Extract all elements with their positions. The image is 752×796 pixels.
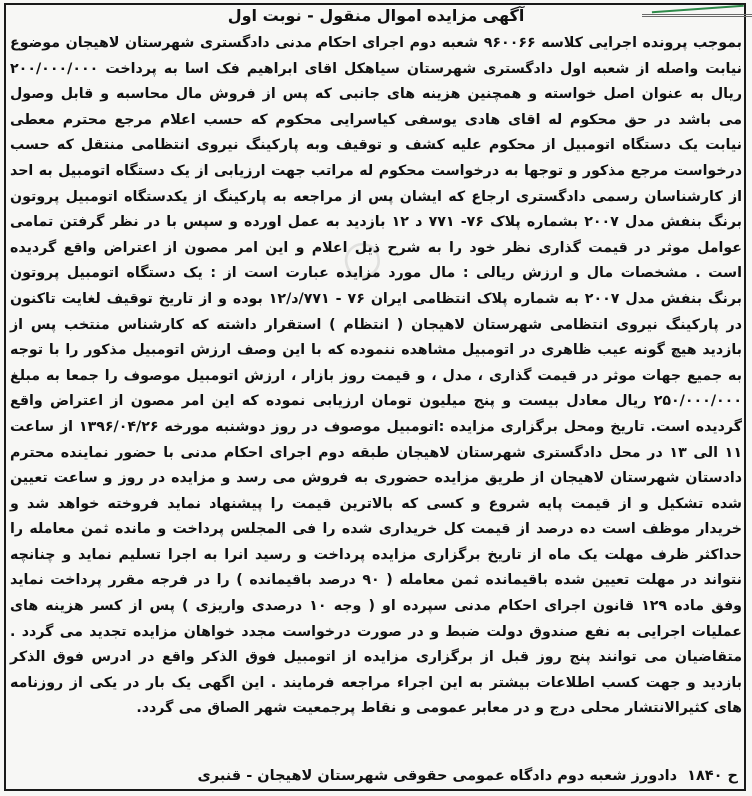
- notice-body: بموجب پرونده اجرایی کلاسه ۹۶۰۰۶۶ شعبه دوم اجرای احکام مدنی دادگستری شهرستان لاهیجان موضوع نیابت واصله از شعبه اول دادگستری شهرستان سیاهکل اقای ابراهیم فک اسا به پرداخت ۲۰۰/۰۰۰/۰۰۰ ریال به عنوان اصل خواسته و همچنین هزینه های جانبی که پس از فروش مال محاسبه و قابل وصول می باشد در حق محکوم له اقای هادی یوسفی کیاسرایی محکوم که حسب اعلام مرجع محترم معطی نیابت یک دستگاه اتومبیل از محکوم علیه کشف و توقیف وبه پارکینگ نیروی انتظامی منتقل که حسب درخواست مرجع مذکور و توجها به درخواست محکوم له مراتب جهت ارزیابی از یک دستگاه اتومبیل به احد از کارشناسان رسمی دادگستری ارجاع که ایشان پس از مراجعه به پارکینگ از یکدستگاه اتومبیل پروتون برنگ بنفش مدل ۲۰۰۷ بشماره پلاک ۷۶- ۷۷۱ د ۱۲ بازدید به عمل اورده و سپس با در نظر گرفتن تمامی عوامل موثر در قیمت گذاری نظر خود را به شرح ذیل اعلام و این امر مصون از اعتراض واقع گردیده است . مشخصات مال و ارزش ریالی : مال مورد مزایده عبارت است از : یک دستگاه اتومبیل پروتون برنگ بنفش مدل ۲۰۰۷ به شماره پلاک انتظامی ایران ۷۶ - ۷۷۱/د/۱۲ بوده و از تاریخ توقیف لغایت تاکنون در پارکینگ نیروی انتظامی شهرستان لاهیجان ( انتظام ) استقرار داشته که کارشناس منتخب پس از بازدید هیچ گونه عیب ظاهری در اتومبیل مشاهده ننموده که با این وصف ارزش اتومبیل مذکور را با توجه به جمیع جهات موثر در قیمت گذاری ، مدل ، و قیمت روز بازار ، ارزش اتومبیل موصوف را جمعا به مبلغ ۲۵۰/۰۰۰/۰۰۰ ریال معادل بیست و پنج میلیون تومان ارزیابی نموده که این امر مصون از اعتراض واقع گردیده است. تاریخ ومحل برگزاری مزایده :اتومبیل موصوف در روز دوشنبه مورخه ۱۳۹۶/۰۴/۲۶ از ساعت ۱۱ الی ۱۳ در محل دادگستری شهرستان لاهیجان طبقه دوم اجرای احکام مدنی با حضور نماینده محترم دادستان شهرستان لاهیجان از طریق مزایده حضوری به فروش می رسد و مزایده در روز و ساعت تعیین شده تشکیل و از قیمت پایه شروع و کسی که بالاترین قیمت را پیشنهاد نماید فروخته خواهد شد و خریدار موظف است ده درصد از قیمت کل خریداری شده را فی المجلس پرداخت و مانده ثمن معامله را حداکثر ظرف مهلت یک ماه از تاریخ برگزاری مزایده پرداخت و رسید انرا به اجرا تسلیم نماید و چنانچه نتواند در مهلت تعیین شده باقیمانده ثمن معامله ( ۹۰ درصد باقیمانده ) را در فرجه مقرر پرداخت نماید وفق ماده ۱۲۹ قانون اجرای احکام مدنی سپرده او ( وجه ۱۰ درصدی واریزی ) پس از کسر هزینه های عملیات اجرایی به نفع صندوق دولت ضبط و در صورت درخواست مجدد خواهان مزایده تجدید می گردد . متقاضیان می توانند پنج روز قبل از برگزاری مزایده از اتومبیل فوق الذکر واقع در ادرس فوق الذکر بازدید و جهت کسب اطلاعات بیشتر به این اجراء مراجعه فرمایند . این اگهی یک بار در یکی از روزنامه های کثیرالانتشار محلی درج و در معابر عمومی و نقاط پرجمعیت شهر الصاق می گردد.: [10, 35, 743, 717]
- notice-code: ح ۱۸۴۰: [687, 768, 738, 784]
- notice-signature: دادورز شعبه دوم دادگاه عمومی حقوقی شهرستان لاهیجان - قنبری: [197, 768, 678, 784]
- notice-title: آگهی مزایده اموال منقول - نوبت اول: [227, 6, 525, 25]
- notice-footer: [18, 768, 738, 784]
- watermark-stamp: ○: [336, 225, 389, 288]
